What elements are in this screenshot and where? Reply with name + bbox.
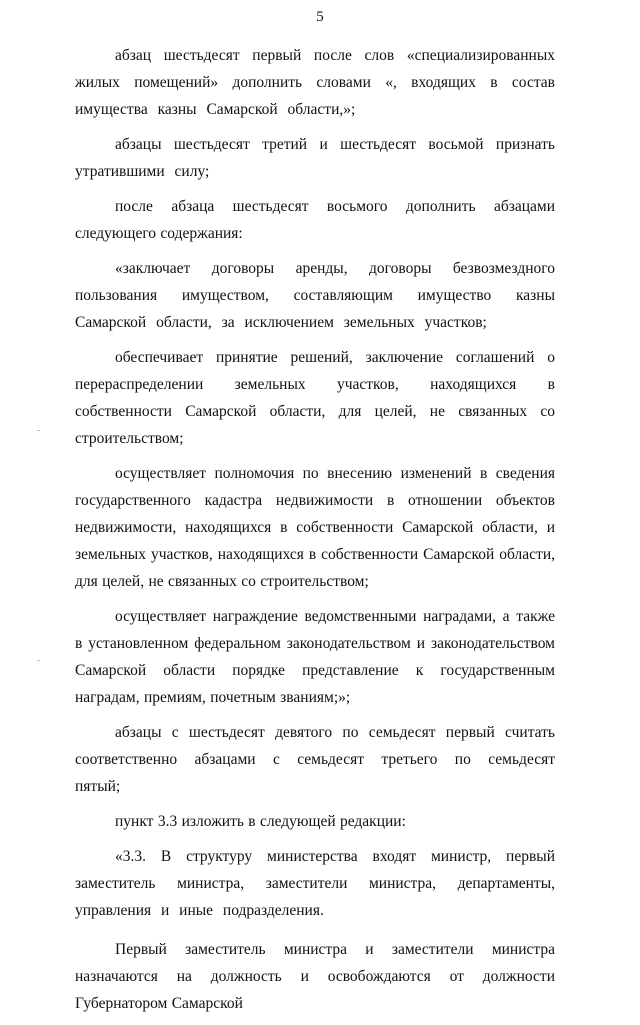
paragraph-9: пункт 3.3 изложить в следующей редакции: bbox=[115, 813, 406, 830]
page-number: 5 bbox=[316, 9, 324, 25]
paragraph-10: «3.3. В структуру министерства входят министр, первый заместитель министра, заместители министра, департаменты, управления и иные подразделения. bbox=[75, 848, 555, 919]
paragraph-5: обеспечивает принятие решений, заключение соглашений о перераспределении земельных участков, находящихся в собственности Самарской области, для целей, не связанных со строительством; bbox=[75, 349, 555, 447]
paragraph-3: после абзаца шестьдесят восьмого дополнить абзацами следующего содержания: bbox=[75, 198, 555, 242]
paragraph-1: абзац шестьдесят первый после слов «специализированных жилых помещений» дополнить словами «, входящих в состав имущества казны Самарской области,»; bbox=[75, 47, 555, 118]
paragraph-7: осуществляет награждение ведомственными наградами, а также в установленном федеральном законодательством и законодательством Самарской области порядке представление к государственным наградам, премиям, почетным званиям;»; bbox=[75, 608, 555, 706]
margin-mark bbox=[37, 660, 40, 661]
paragraph-2: абзацы шестьдесят третий и шестьдесят восьмой признать утратившими силу; bbox=[75, 136, 555, 180]
paragraph-11: Первый заместитель министра и заместители министра назначаются на должность и освобождаются от должности Губернатором Самарской bbox=[75, 941, 555, 1012]
document-body bbox=[75, 42, 555, 1025]
paragraph-4: «заключает договоры аренды, договоры безвозмездного пользования имуществом, составляющим имущество казны Самарской области, за исключением земельных участков; bbox=[75, 260, 555, 331]
paragraph-6: осуществляет полномочия по внесению изменений в сведения государственного кадастра недвижимости в отношении объектов недвижимости, находящихся в собственности Самарской области, и земельных участков, находящихся в собственности Самарской области, для целей, не связанных со строительством; bbox=[75, 465, 555, 590]
margin-mark bbox=[37, 430, 40, 431]
paragraph-8: абзацы с шестьдесят девятого по семьдесят первый считать соответственно абзацами с семьдесят третьего по семьдесят пятый; bbox=[75, 724, 555, 795]
